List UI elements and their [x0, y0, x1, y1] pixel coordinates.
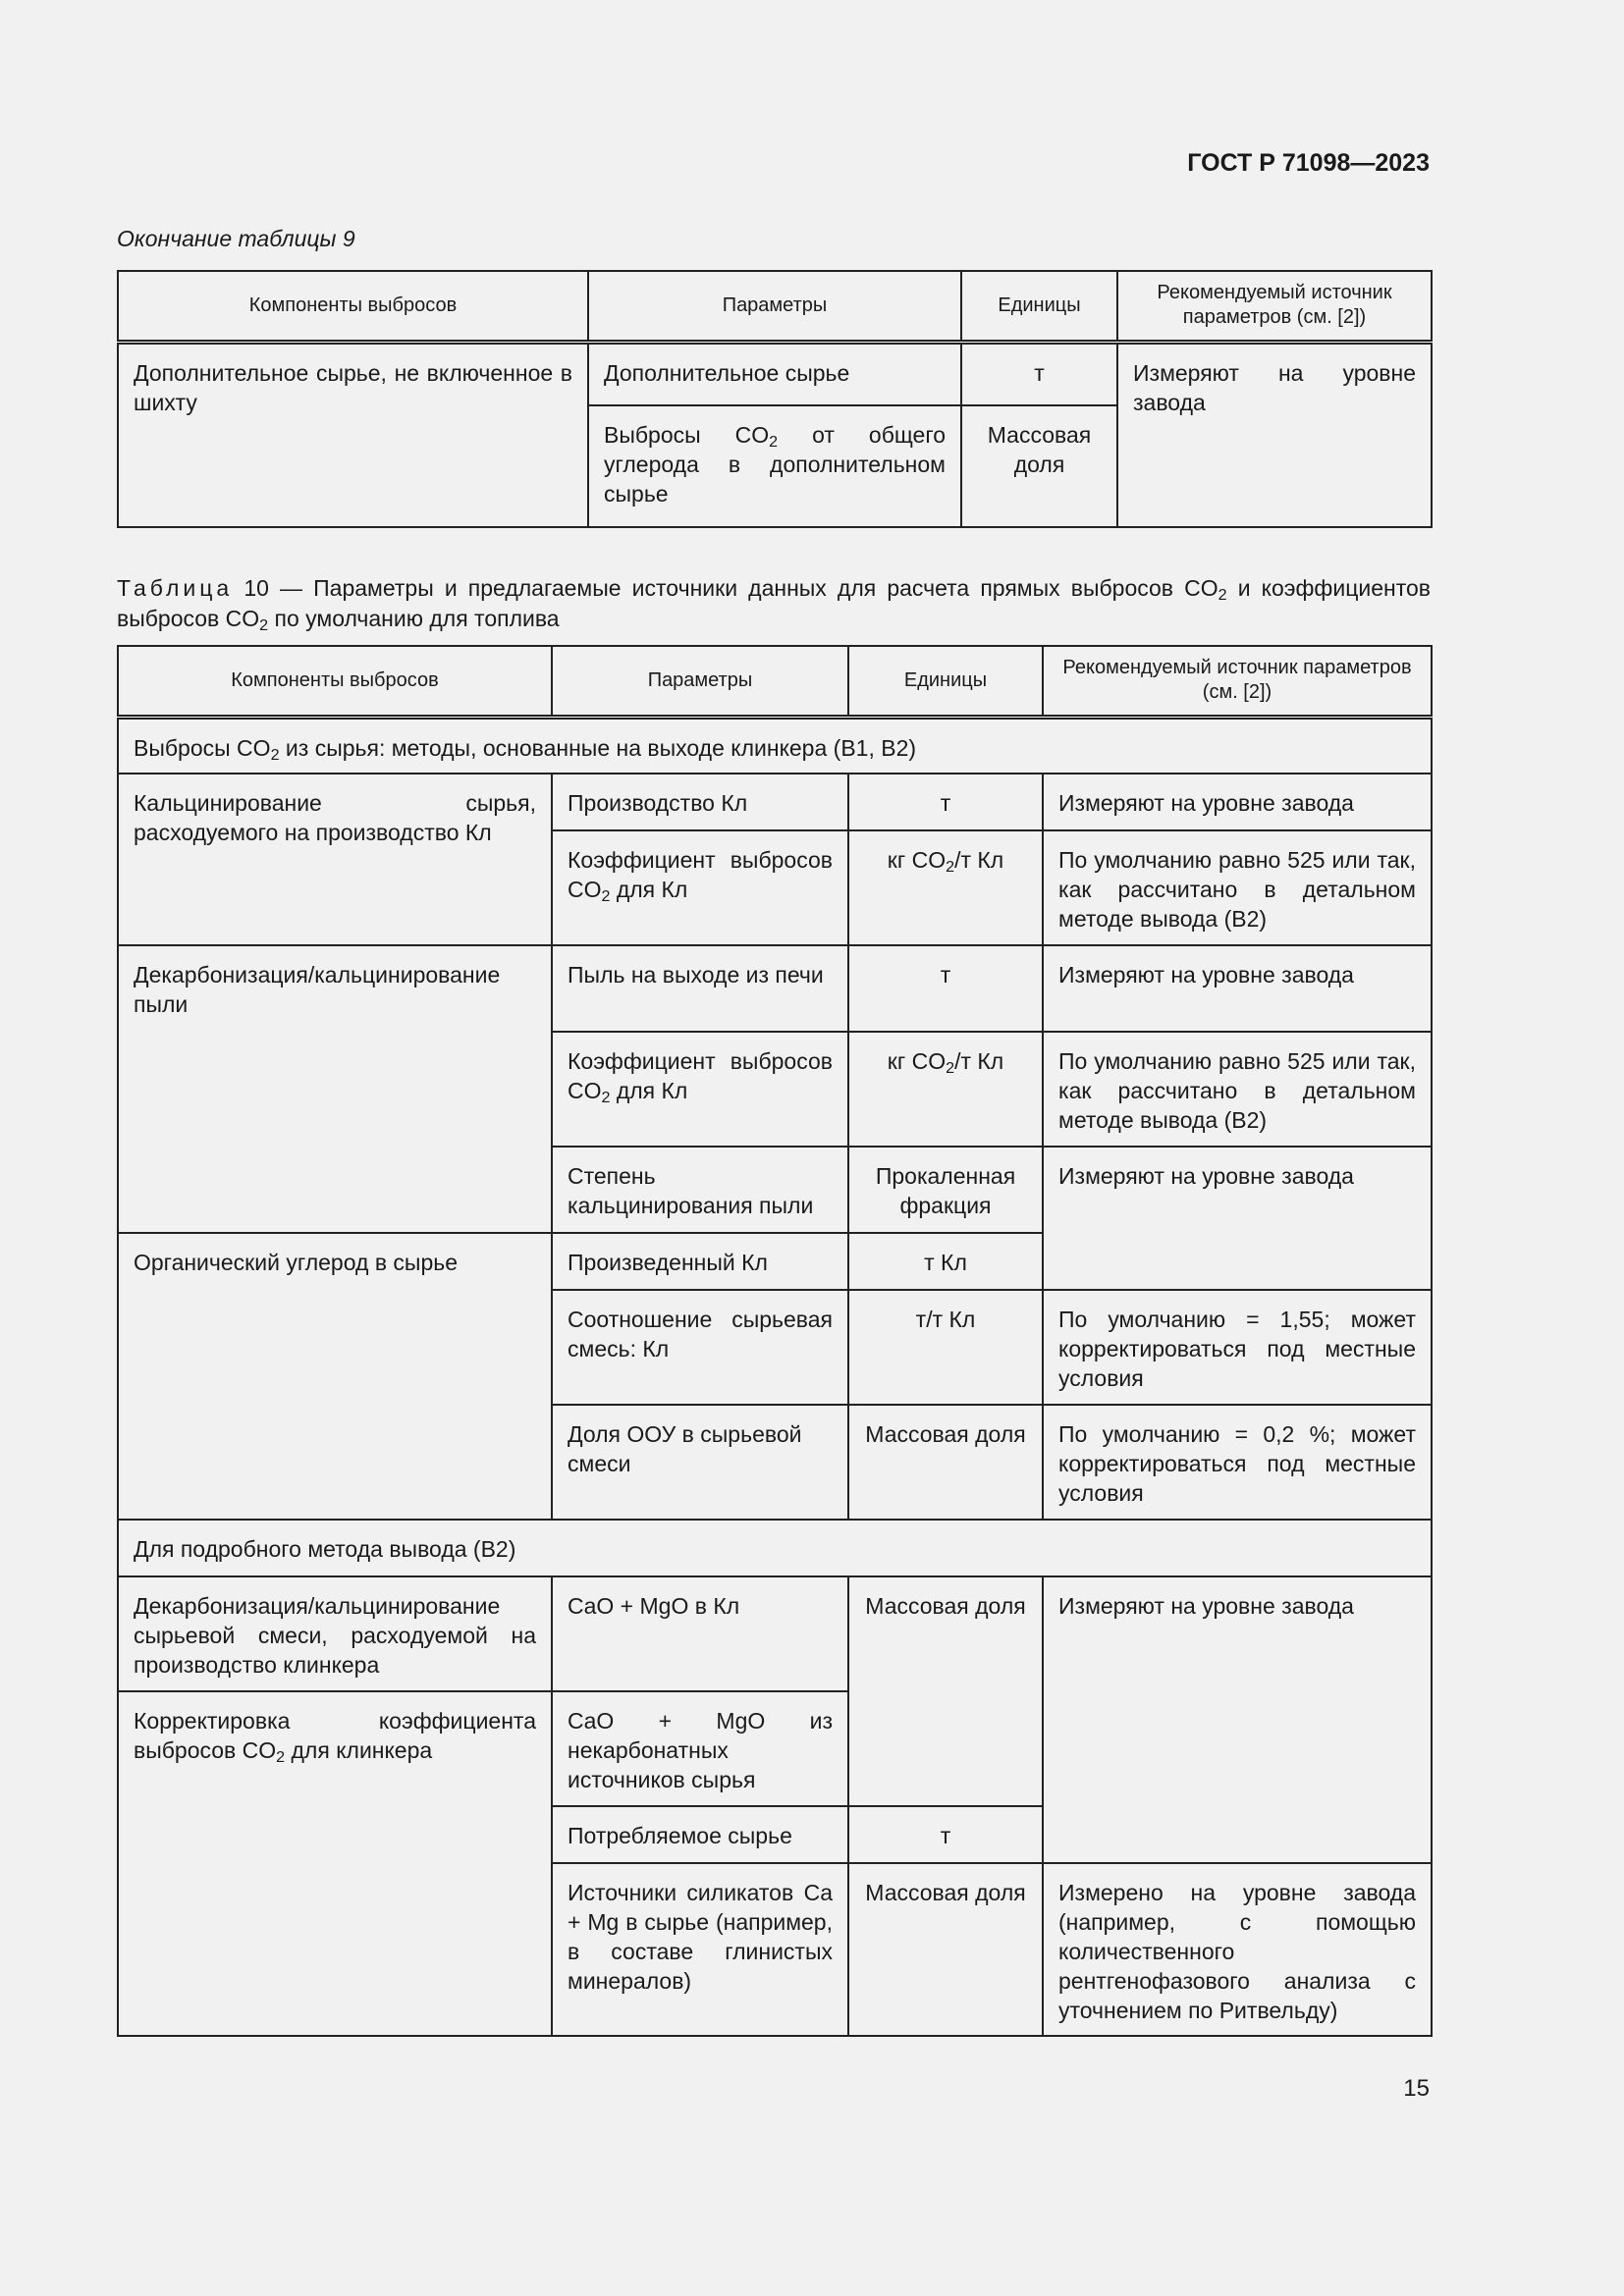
param-cell: Коэффициент выбросов $CO_2$ для Кл: [552, 1032, 848, 1147]
header-params: Параметры: [552, 646, 848, 717]
source-cell: Измеряют на уровне завода: [1117, 342, 1432, 527]
source-cell: По умолчанию = 1,55; может корректироваться под местные условия: [1043, 1290, 1432, 1405]
source-cell: По умолчанию равно 525 или так, как рассчитано в детальном методе вывода (B2): [1043, 1032, 1432, 1147]
component-cell: Органический углерод в сырье: [118, 1233, 552, 1520]
section-row: Для подробного метода вывода (B2): [118, 1520, 1432, 1576]
component-cell: Декарбонизация/кальцинирование сырьевой смеси, расходуемой на производство клинкера: [118, 1576, 552, 1691]
unit-cell: т Кл: [848, 1233, 1043, 1290]
unit-cell: т/т Кл: [848, 1290, 1043, 1405]
param-cell: Источники силикатов Ca + Mg в сырье (например, в составе глинистых минералов): [552, 1863, 848, 2036]
source-cell: По умолчанию равно 525 или так, как рассчитано в детальном методе вывода (B2): [1043, 830, 1432, 945]
header-source: Рекомендуемый источник параметров (см. [2]): [1043, 646, 1432, 717]
param-cell: Коэффициент выбросов $CO_2$ для Кл: [552, 830, 848, 945]
component-cell: Кальцинирование сырья, расходуемого на производство Кл: [118, 774, 552, 945]
param-cell: Произведенный Кл: [552, 1233, 848, 1290]
header-source: Рекомендуемый источник параметров (см. [2]): [1117, 271, 1432, 342]
param-cell: Потребляемое сырье: [552, 1806, 848, 1863]
table9-title: Окончание таблицы 9: [117, 226, 355, 251]
param-cell: Степень кальцинирования пыли: [552, 1147, 848, 1233]
unit-cell: Массовая доля: [848, 1863, 1043, 2036]
header-params: Параметры: [588, 271, 961, 342]
unit-cell: Массовая доля: [848, 1576, 1043, 1806]
section-row: Выбросы $CO_2$ из сырья: методы, основанные на выходе клинкера (B1, B2): [118, 717, 1432, 774]
unit-cell: кг $CO_2/т$ Кл: [848, 1032, 1043, 1147]
param-cell: Производство Кл: [552, 774, 848, 830]
table9: [117, 270, 1433, 528]
param-cell: Дополнительное сырье: [588, 342, 961, 405]
param-cell: Выбросы $CO_2$ от общего углерода в дополнительном сырье: [588, 405, 961, 527]
unit-cell: кг $CO_2/т$ Кл: [848, 830, 1043, 945]
component-cell: Дополнительное сырье, не включенное в шихту: [118, 342, 588, 527]
source-cell: Измеряют на уровне завода: [1043, 1576, 1432, 1863]
document-number: ГОСТ Р 71098—2023: [1187, 149, 1430, 177]
param-cell: CaO + MgO в Кл: [552, 1576, 848, 1691]
table10: [117, 645, 1433, 2037]
header-components: Компоненты выбросов: [118, 646, 552, 717]
component-cell: Декарбонизация/кальцинирование пыли: [118, 945, 552, 1233]
unit-cell: Прокаленная фракция: [848, 1147, 1043, 1233]
source-cell: Измеряют на уровне завода: [1043, 945, 1432, 1032]
header-components: Компоненты выбросов: [118, 271, 588, 342]
source-cell: Измерено на уровне завода (например, с помощью количественного рентгенофазового анализа с уточнением по Ритвельду): [1043, 1863, 1432, 2036]
source-cell: Измеряют на уровне завода: [1043, 774, 1432, 830]
page-number: 15: [1403, 2075, 1430, 2102]
header-units: Единицы: [848, 646, 1043, 717]
source-cell: Измеряют на уровне завода: [1043, 1147, 1432, 1290]
unit-cell: т: [961, 342, 1117, 405]
table10-caption: Таблица 10 — Параметры и предлагаемые источники данных для расчета прямых выбросов $CO_2$ и коэффициентов выбросов $CO_2$ по умолчанию для топлива: [117, 575, 1431, 634]
source-cell: По умолчанию = 0,2 %; может корректироваться под местные условия: [1043, 1405, 1432, 1520]
unit-cell: т: [848, 1806, 1043, 1863]
header-units: Единицы: [961, 271, 1117, 342]
param-cell: Пыль на выходе из печи: [552, 945, 848, 1032]
unit-cell: Массовая доля: [848, 1405, 1043, 1520]
unit-cell: т: [848, 774, 1043, 830]
param-cell: CaO + MgO из некарбонатных источников сырья: [552, 1691, 848, 1806]
component-cell: Корректировка коэффициента выбросов $CO_2$ для клинкера: [118, 1691, 552, 2036]
unit-cell: т: [848, 945, 1043, 1032]
unit-cell: Массовая доля: [961, 405, 1117, 527]
param-cell: Соотношение сырьевая смесь: Кл: [552, 1290, 848, 1405]
param-cell: Доля ООУ в сырьевой смеси: [552, 1405, 848, 1520]
